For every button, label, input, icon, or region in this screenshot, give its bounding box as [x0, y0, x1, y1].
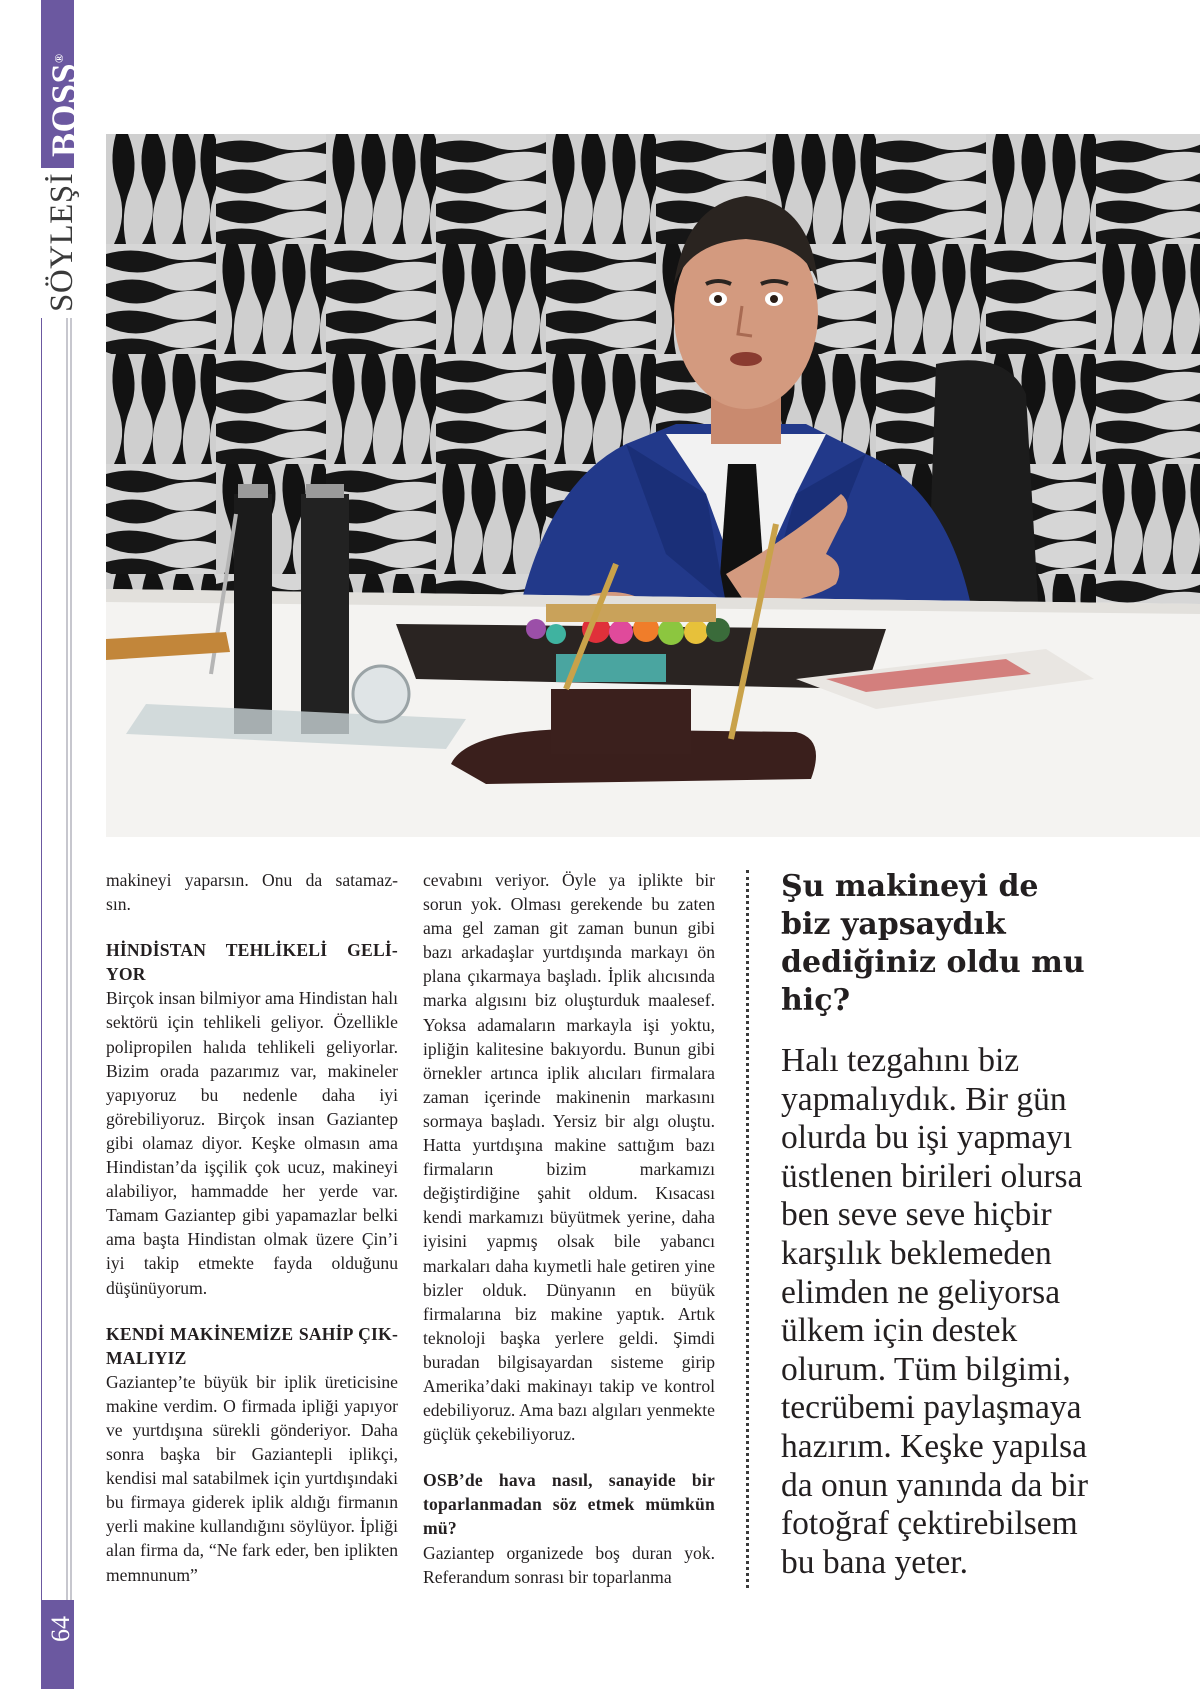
brand-logo: BOSS® [44, 53, 84, 157]
page-number: 64 [46, 1616, 75, 1642]
paragraph: cevabını veriyor. Öyle ya iplikte bir sorun yok. Olması gerekende bu zaten ama gel zaman git zaman bunun gibi bazı arkadaşlar yurtdışında markayı ön plana çıkarmaya başladı. İplik alıcısında marka algısını biz oluşturduk maalesef. Yoksa adamaların markayla işi yoktu, ipliğin kalitesine bakıyordu. Bunun gibi örnekler artınca iplik alıcıları firmalara zaman içerinde makinenin markasını sormaya başladı. Yersiz bir algı oluştu. Hatta yurtdışına makine sattığım bazı firmaların bizim markamızı değiştirdiğine şahit oldum. Kısacası kendi markamızı büyütmek yerine, daha iyisini yapmış olsak bile yabancı markaları daha kıymetli hale getiren yine bizler olduk. Dünyanın en büyük firmalarına biz makine yaptık. Artık teknoloji başka yerlere geldi. Şimdi buradan bilgisayardan sisteme girip Amerika’daki makinayı takip ve kontrol edebiliyoruz. Ama bazı algıları yenmekte güçlük çekebiliyoruz. [423, 870, 715, 1445]
paragraph: makineyi yaparsın. Onu da satamaz- [106, 870, 398, 890]
photo-illustration [106, 134, 1200, 837]
section-label: SÖYLEŞİ [44, 172, 80, 312]
page-number-box [41, 1600, 74, 1689]
side-rules [41, 318, 74, 1600]
side-rule-area [41, 318, 74, 1600]
text-column-2 [423, 868, 715, 1589]
question-heading: OSB’de hava nasıl, sanayide bir toparlanmadan söz etmek mümkün mü? [423, 1470, 715, 1539]
subheading: HİNDİSTAN TEHLİKELİ GELİ- [106, 940, 398, 961]
text-column-1 [106, 868, 398, 1587]
column-divider [746, 870, 749, 1588]
interview-question: Şu makineyi de biz yapsaydık dediğiniz oldu mu hiç? [781, 869, 1085, 1018]
subheading: MALIYIZ [106, 1347, 187, 1368]
pull-quote: Halı tezgahını biz yapmalıydık. Bir gün olurda bu işi yapmayı üstlenen birileri olursa ben seve seve hiçbir karşılık beklemeden elimden ne geliyorsa ülkem için destek olurum. Tüm bilgimi, tecrübemi paylaşmaya hazırım. Keşke yapılsa da onun yanında da bir fotoğraf çektirebilsem bu bana yeter. [781, 1042, 1088, 1581]
paragraph: Gaziantep organizede boş duran yok. Referandum sonrası bir toparlanma [423, 1542, 715, 1587]
portrait-photo [106, 134, 1200, 837]
subheading: YOR [106, 964, 146, 985]
subheading: KENDİ MAKİNEMİZE SAHİP ÇIK- [106, 1323, 398, 1344]
pull-quote-column [781, 868, 1091, 1582]
paragraph: Gaziantep’te büyük bir iplik üreticisine makine verdim. O firmada ipliği yapıyor ve yurtdışına sürekli gönderiyor. Daha sonra başka bir Gaziantepli iplikçi, kendisi mal satabilmek için yurtdışındaki bu firmaya giderek iplik aldığı firmanın yerli makine kullandığını söylüyor. İpliği alan firma da, “Ne fark eder, ben iplikten memnunum” [106, 1371, 398, 1585]
paragraph: sın. [106, 894, 131, 915]
paragraph: Birçok insan bilmiyor ama Hindistan halı sektörü için tehlikeli geliyor. Özellikle polipropilen halıda tehlikeli geliyorlar. Bizim orada pazarımız var, makineler yapıyoruz bu nedenle daha iyi görebiliyoruz. Birçok insan Gaziantep gibi olamaz diyor. Keşke olmasın ama Hindistan’da işçilik çok ucuz, makineyi alabiliyor, hammadde her yerde var. Tamam Gaziantep gibi yapamazlar belki ama başta Hindistan olmak üzere Çin’i iyi takip etmekte fayda olduğunu düşünüyorum. [106, 988, 398, 1298]
